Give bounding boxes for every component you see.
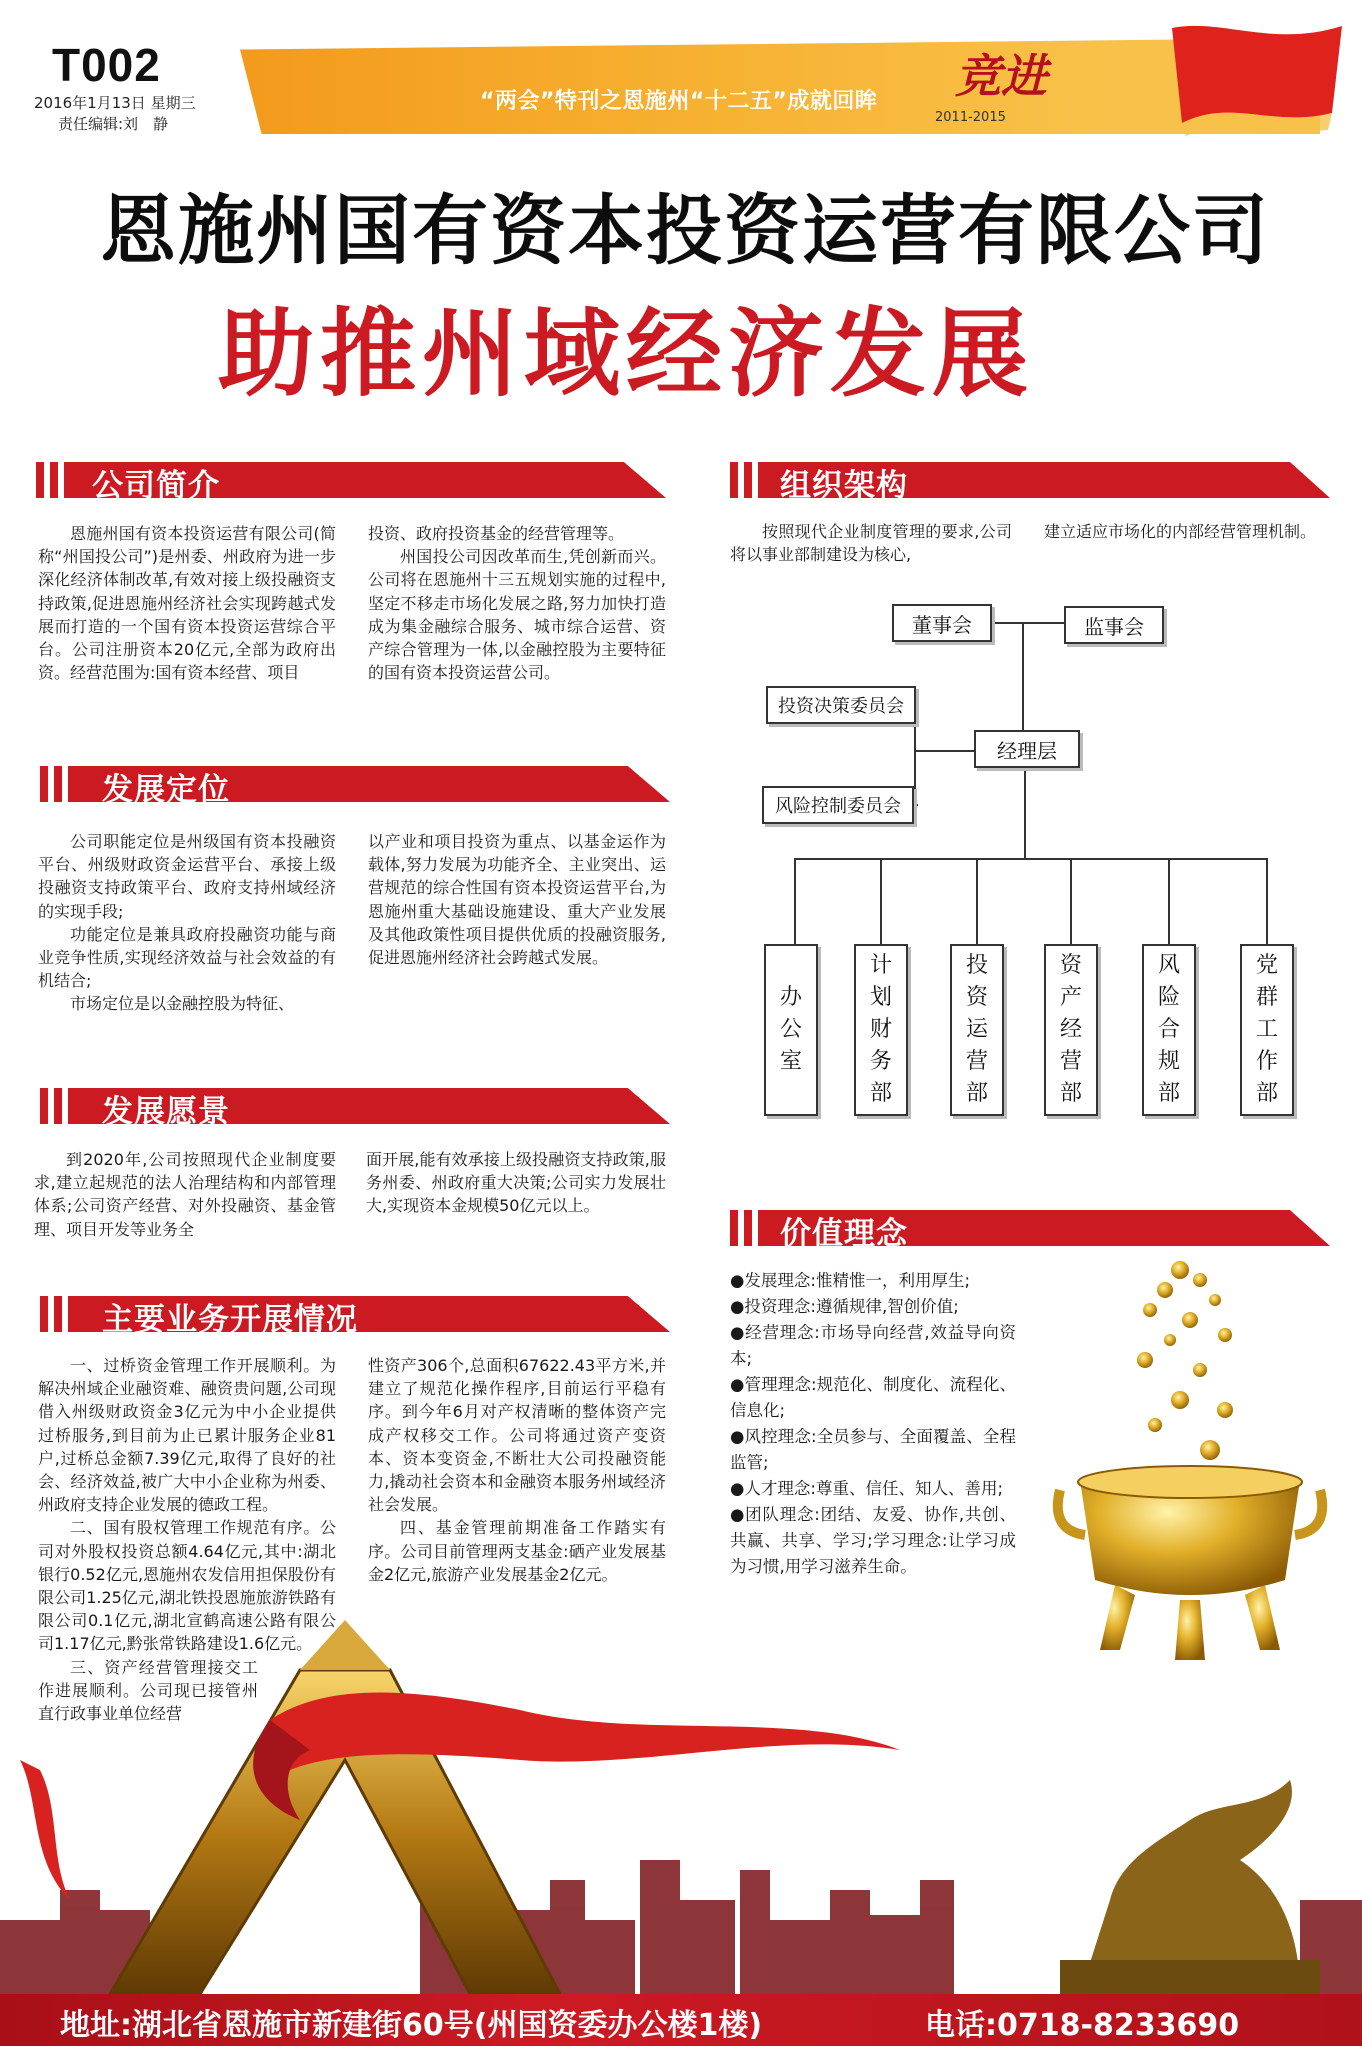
section-title-positioning: 发展定位	[102, 772, 230, 808]
org-paragraph-2: 建立适应市场化的内部经营管理机制。	[1044, 522, 1317, 541]
section-header-org	[730, 458, 1330, 502]
value-item-development: ●发展理念:惟精惟一，利用厚生;	[730, 1271, 971, 1290]
business-paragraph-2: 二、国有股权管理工作规范有序。公司对外股权投资总额4.64亿元,其中:湖北银行0.52亿元,恩施州农发信用担保股份有限公司1.25亿元,湖北铁投恩施旅游铁路有限公司0.1亿元,湖北宣鹤高速公路有限公司1.17亿元,黔张常铁路建设1.6亿元。	[38, 1518, 336, 1654]
org-text-col2	[1044, 520, 1334, 543]
headline-main: 恩施州国有资本投资运营有限公司	[100, 186, 1270, 275]
org-text-col1	[730, 520, 1012, 566]
intro-paragraph-3: 州国投公司因改革而生,凭创新而兴。公司将在恩施州十三五规划实施的过程中,坚定不移走市场化发展之路,努力加快打造成为集金融综合服务、城市综合运营、资产综合管理为一体,以金融控股为主要特征的国有资本投资运营公司。	[368, 547, 666, 683]
issue-date: 2016年1月13日 星期三	[34, 94, 196, 112]
org-node-management: 经理层	[974, 730, 1080, 768]
value-item-investment: ●投资理念:遵循规律,智创价值;	[730, 1297, 959, 1316]
dept-asset-management: 资产经营部	[1044, 944, 1098, 1116]
section-header-values	[730, 1206, 1330, 1250]
org-node-risk-committee: 风险控制委员会	[762, 786, 914, 824]
value-item-management: ●管理理念:规范化、制度化、流程化、信息化;	[730, 1375, 1016, 1420]
footer-phone: 电话:0718-8233690	[925, 2008, 1240, 2043]
section-title-business: 主要业务开展情况	[102, 1302, 358, 1338]
positioning-paragraph-1: 公司职能定位是州级国有资本投融资平台、州级财政资金运营平台、承接上级投融资支持政策平台、政府支持州域经济的实现手段;	[38, 832, 336, 921]
dept-investment-operations: 投资运营部	[950, 944, 1004, 1116]
dept-party-affairs: 党群工作部	[1240, 944, 1294, 1116]
value-item-team-learning: ●团队理念:团结、友爱、协作,共创、共赢、共享、学习;学习理念:让学习成为习惯,用学习滋养生命。	[730, 1505, 1016, 1576]
dept-office: 办公室	[764, 944, 818, 1116]
intro-paragraph-1: 恩施州国有资本投资运营有限公司(简称“州国投公司”)是州委、州政府为进一步深化经济体制改革,有效对接上级投融资支持政策,促进恩施州经济社会实现跨越式发展而打造的一个国有资本投资运营综合平台。公司注册资本20亿元,全部为政府出资。经营范围为:国有资本经营、项目	[38, 524, 336, 683]
positioning-text-col2	[368, 830, 666, 969]
section-header-intro	[36, 458, 666, 502]
section-header-vision	[40, 1084, 670, 1128]
section-title-org: 组织架构	[780, 468, 908, 504]
positioning-paragraph-2: 功能定位是兼具政府投融资功能与商业竞争性质,实现经济效益与社会效益的有机结合;	[38, 924, 336, 991]
business-paragraph-1: 一、过桥资金管理工作开展顺利。为解决州域企业融资难、融资贵问题,公司现借入州级财政资金3亿元为中小企业提供过桥服务,到目前为止已累计服务企业81户,过桥总金额7.39亿元,取得了良好的社会、经济效益,被广大中小企业称为州委、州政府支持企业发展的德政工程。	[38, 1356, 336, 1515]
section-title-values: 价值理念	[780, 1216, 908, 1252]
value-item-operation: ●经营理念:市场导向经营,效益导向资本;	[730, 1323, 1016, 1368]
org-node-board: 董事会	[892, 604, 992, 642]
vision-text-col2	[366, 1148, 666, 1218]
intro-text-col2	[368, 522, 666, 684]
org-node-investment-committee: 投资决策委员会	[766, 686, 916, 724]
footer-address: 地址:湖北省恩施市新建街60号(州国资委办公楼1楼)	[60, 2008, 763, 2043]
dept-risk-compliance: 风险合规部	[1142, 944, 1196, 1116]
logo-years: 2011-2015	[935, 110, 1006, 125]
positioning-paragraph-4: 以产业和项目投资为重点、以基金运作为载体,努力发展为功能齐全、主业突出、运营规范的综合性国有资本投资运营平台,为恩施州重大基础设施建设、重大产业发展及其他政策性项目提供优质的投融资服务,促进恩施州经济社会跨越式发展。	[368, 832, 666, 968]
value-item-talent: ●人才理念:尊重、信任、知人、善用;	[730, 1479, 1004, 1498]
decorative-arch-illustration	[0, 1560, 1362, 1994]
red-flag-icon	[1152, 18, 1352, 138]
headline-sub: 助推州域经济发展	[218, 298, 1034, 410]
section-header-positioning	[40, 762, 670, 806]
logo-calligraphy: 竞进	[955, 49, 1047, 103]
business-text-col2	[368, 1354, 666, 1586]
positioning-text-col1	[38, 830, 336, 1016]
vision-text-col1	[34, 1148, 336, 1241]
org-node-supervisors: 监事会	[1064, 606, 1164, 644]
business-paragraph-3: 三、资产经营管理接交工作进展顺利。公司现已接管州直行政事业单位经营	[38, 1657, 258, 1724]
intro-paragraph-2: 投资、政府投资基金的经营管理等。	[368, 524, 625, 543]
banner-text: “两会”特刊之恩施州“十二五”成就回眸	[480, 89, 878, 114]
business-paragraph-4: 性资产306个,总面积67622.43平方米,并建立了规范化操作程序,目前运行平稳有序。到今年6月对产权清晰的整体资产完成产权移交工作。公司将通过资产变资本、资本变资金,不断壮大公司投融资能力,撬动社会资本和金融资本服务州域经济社会发展。	[368, 1356, 666, 1515]
section-title-vision: 发展愿景	[102, 1094, 230, 1130]
dept-planning-finance: 计划财务部	[854, 944, 908, 1116]
intro-text-col1	[38, 522, 336, 684]
section-header-business	[40, 1292, 670, 1336]
vision-paragraph-1: 到2020年,公司按照现代企业制度要求,建立起规范的法人治理结构和内部管理体系;公司资产经营、对外投融资、基金管理、项目开发等业务全	[34, 1150, 336, 1239]
vision-paragraph-2: 面开展,能有效承接上级投融资支持政策,服务州委、州政府重大决策;公司实力发展壮大,实现资本金规模50亿元以上。	[366, 1150, 666, 1216]
values-list	[730, 1268, 1016, 1580]
value-item-risk-control: ●风控理念:全员参与、全面覆盖、全程监管;	[730, 1427, 1016, 1472]
page-code: T002	[52, 39, 161, 91]
positioning-paragraph-3: 市场定位是以金融控股为特征、	[70, 994, 295, 1014]
org-paragraph-1: 按照现代企业制度管理的要求,公司将以事业部制建设为核心,	[730, 522, 1012, 565]
section-title-intro: 公司简介	[92, 468, 220, 504]
editor-credit: 责任编辑:刘 静	[58, 115, 169, 133]
business-paragraph-5: 四、基金管理前期准备工作踏实有序。公司目前管理两支基金:硒产业发展基金2亿元,旅游产业发展基金2亿元。	[368, 1518, 666, 1584]
